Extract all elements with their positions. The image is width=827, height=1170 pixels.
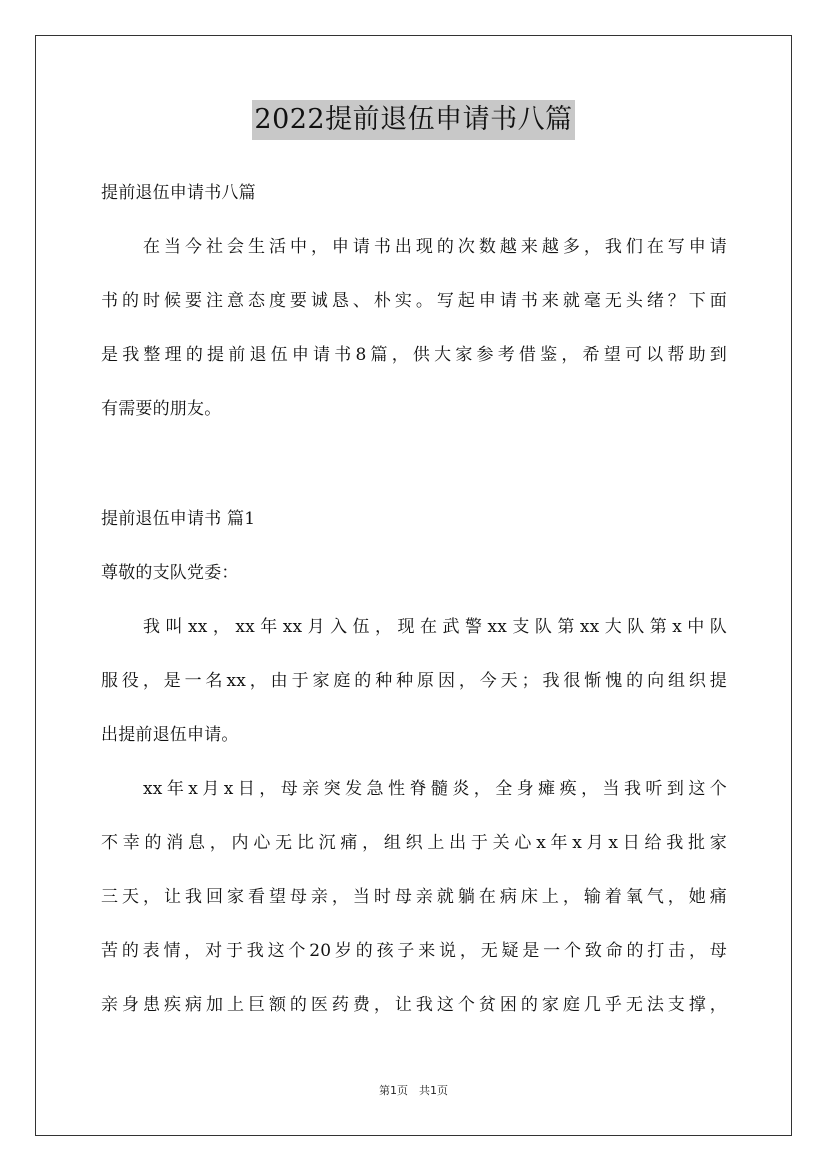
intro-line-1: 在当今社会生活中，申请书出现的次数越来越多，我们在写申请 [143,237,727,257]
body-line-6: 三天，让我回家看望母亲，当时母亲就躺在病床上，输着氧气，她痛 [101,887,727,907]
body-line-7: 苦的表情，对于我这个20岁的孩子来说，无疑是一个致命的打击，母 [101,941,727,961]
body-line-2: 服役，是一名xx，由于家庭的种种原因，今天；我很惭愧的向组织提 [101,671,727,691]
salutation: 尊敬的支队党委： [101,563,239,583]
intro-line-3: 是我整理的提前退伍申请书8篇，供大家参考借鉴，希望可以帮助到 [101,345,727,365]
body-line-3: 出提前退伍申请。 [101,725,239,745]
document-title: 2022提前退伍申请书八篇 [252,100,574,140]
section-gap [101,436,727,492]
intro-line-4: 有需要的朋友。 [101,399,222,419]
section-heading: 提前退伍申请书 篇1 [101,509,256,529]
document-body [101,166,727,1032]
body-line-1: 我叫xx，xx年xx月入伍，现在武警xx支队第xx大队第x中队 [143,617,727,637]
body-line-4: xx年x月x日，母亲突发急性脊髓炎，全身瘫痪，当我听到这个 [143,779,727,799]
title-area [0,100,827,140]
body-line-5: 不幸的消息，内心无比沉痛，组织上出于关心x年x月x日给我批家 [101,833,727,853]
body-line-8: 亲身患疾病加上巨额的医药费，让我这个贫困的家庭几乎无法支撑， [101,995,727,1015]
subtitle-line: 提前退伍申请书八篇 [101,183,256,203]
intro-line-2: 书的时候要注意态度要诚恳、朴实。写起申请书来就毫无头绪？下面 [101,291,727,311]
page-footer: 第1页 共1页 [379,1084,448,1097]
